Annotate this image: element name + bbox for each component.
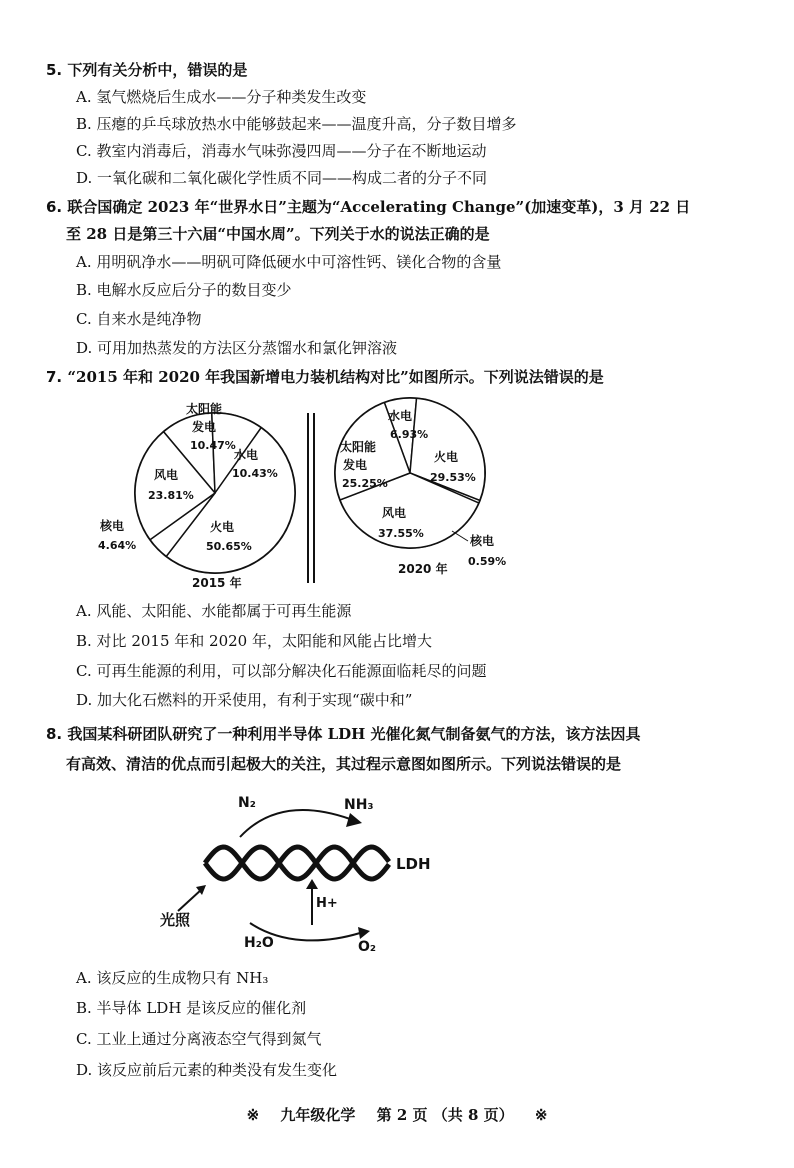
pie2020-value-thermal: 29.53% (430, 471, 476, 484)
pie2015-label-solar-2: 发电 (192, 420, 217, 434)
q8-stem-line1: 8. 我国某科研团队研究了一种利用半导体 LDH 光催化氮气制备氨气的方法，该方法因具 (46, 725, 641, 743)
pie2020-value-wind: 37.55% (378, 527, 424, 540)
q7-stem: 7. “2015 年和 2020 年我国新增电力装机结构对比”如图所示。下列说法错误的是 (46, 368, 604, 386)
q7-option-a: A. 风能、太阳能、水能都属于可再生能源 (76, 602, 352, 620)
label-h2o: H₂O (244, 935, 274, 951)
pie2020-label-thermal: 火电 (434, 450, 459, 464)
q8-stem-line2: 有高效、清洁的优点而引起极大的关注，其过程示意图如图所示。下列说法错误的是 (66, 755, 622, 773)
label-o2: O₂ (358, 939, 377, 955)
label-n2: N₂ (238, 795, 256, 811)
top-curved-arrow (240, 810, 350, 837)
pie2020-title: 2020 年 (398, 562, 448, 576)
pie2015-label-hydro: 水电 (234, 448, 259, 462)
h-plus-arrow-head (306, 879, 318, 889)
label-ldh: LDH (396, 855, 431, 873)
q6-stem-line2: 至 28 日是第三十六届“中国水周”。下列关于水的说法正确的是 (66, 225, 490, 243)
pie2015-title: 2015 年 (192, 576, 242, 590)
label-light: 光照 (160, 911, 191, 929)
pie-charts (0, 393, 794, 603)
pie2015-value-thermal: 50.65% (206, 540, 252, 553)
footer-mark-right: ※ (534, 1106, 548, 1124)
footer-subject: 九年级化学 (280, 1106, 356, 1124)
light-arrow (178, 889, 202, 911)
q8-option-a: A. 该反应的生成物只有 NH₃ (76, 969, 269, 987)
pie2015-label-thermal: 火电 (210, 520, 235, 534)
pie2020-value-solar: 25.25% (342, 477, 388, 490)
pie2020-value-hydro: 6.93% (390, 428, 429, 441)
top-arrow-head (346, 813, 362, 827)
q8-option-d: D. 该反应前后元素的种类没有发生变化 (76, 1061, 338, 1079)
pie2015-value-nuclear: 4.64% (98, 539, 137, 552)
q5-stem: 5. 下列有关分析中，错误的是 (46, 61, 248, 79)
q6-option-d: D. 可用加热蒸发的方法区分蒸馏水和氯化钾溶液 (76, 339, 398, 357)
pie2015-label-wind: 风电 (154, 468, 179, 482)
q8-option-c: C. 工业上通过分离液态空气得到氮气 (76, 1030, 322, 1048)
pie2015-value-solar: 10.47% (190, 439, 236, 452)
pie2020-value-nuclear: 0.59% (468, 555, 507, 568)
q7-option-d: D. 加大化石燃料的开采使用，有利于实现“碳中和” (76, 691, 413, 709)
pie2020-label-solar-1: 太阳能 (340, 440, 377, 454)
label-nh3: NH₃ (344, 797, 374, 813)
pie2020-label-solar-2: 发电 (343, 458, 368, 472)
q6-option-c: C. 自来水是纯净物 (76, 310, 202, 328)
bottom-arrow-head (358, 927, 370, 939)
q6-option-b: B. 电解水反应后分子的数目变少 (76, 281, 292, 299)
pie2020-nuclear-leader (452, 531, 468, 541)
ldh-diagram (160, 785, 460, 965)
pie2020-label-hydro: 水电 (388, 409, 413, 423)
pie2020-label-wind: 风电 (382, 506, 407, 520)
q8-option-b: B. 半导体 LDH 是该反应的催化剂 (76, 999, 307, 1017)
pie2015-value-hydro: 10.43% (232, 467, 278, 480)
q6-option-a: A. 用明矾净水——明矾可降低硬水中可溶性钙、镁化合物的含量 (76, 253, 502, 271)
q5-option-d: D. 一氧化碳和二氧化碳化学性质不同——构成二者的分子不同 (76, 169, 488, 187)
pie2015-label-solar-1: 太阳能 (186, 402, 223, 416)
page-footer (0, 1104, 794, 1125)
q7-option-c: C. 可再生能源的利用，可以部分解决化石能源面临耗尽的问题 (76, 662, 487, 680)
q5-option-b: B. 压瘪的乒乓球放热水中能够鼓起来——温度升高，分子数目增多 (76, 115, 517, 133)
q7-option-b: B. 对比 2015 年和 2020 年，太阳能和风能占比增大 (76, 632, 432, 650)
q6-stem-line1: 6. 联合国确定 2023 年“世界水日”主题为“Accelerating Change”(加速变革)，3 月 22 日 (46, 198, 691, 216)
footer-mark-left: ※ (246, 1106, 260, 1124)
pie2015-value-wind: 23.81% (148, 489, 194, 502)
footer-page-number: 第 2 页 （共 8 页） (376, 1106, 514, 1124)
label-h-plus: H+ (316, 896, 338, 911)
q5-option-a: A. 氢气燃烧后生成水——分子种类发生改变 (76, 88, 367, 106)
pie2020-label-nuclear: 核电 (470, 534, 495, 548)
q5-option-c: C. 教室内消毒后，消毒水气味弥漫四周——分子在不断地运动 (76, 142, 487, 160)
pie2015-label-nuclear: 核电 (100, 519, 125, 533)
